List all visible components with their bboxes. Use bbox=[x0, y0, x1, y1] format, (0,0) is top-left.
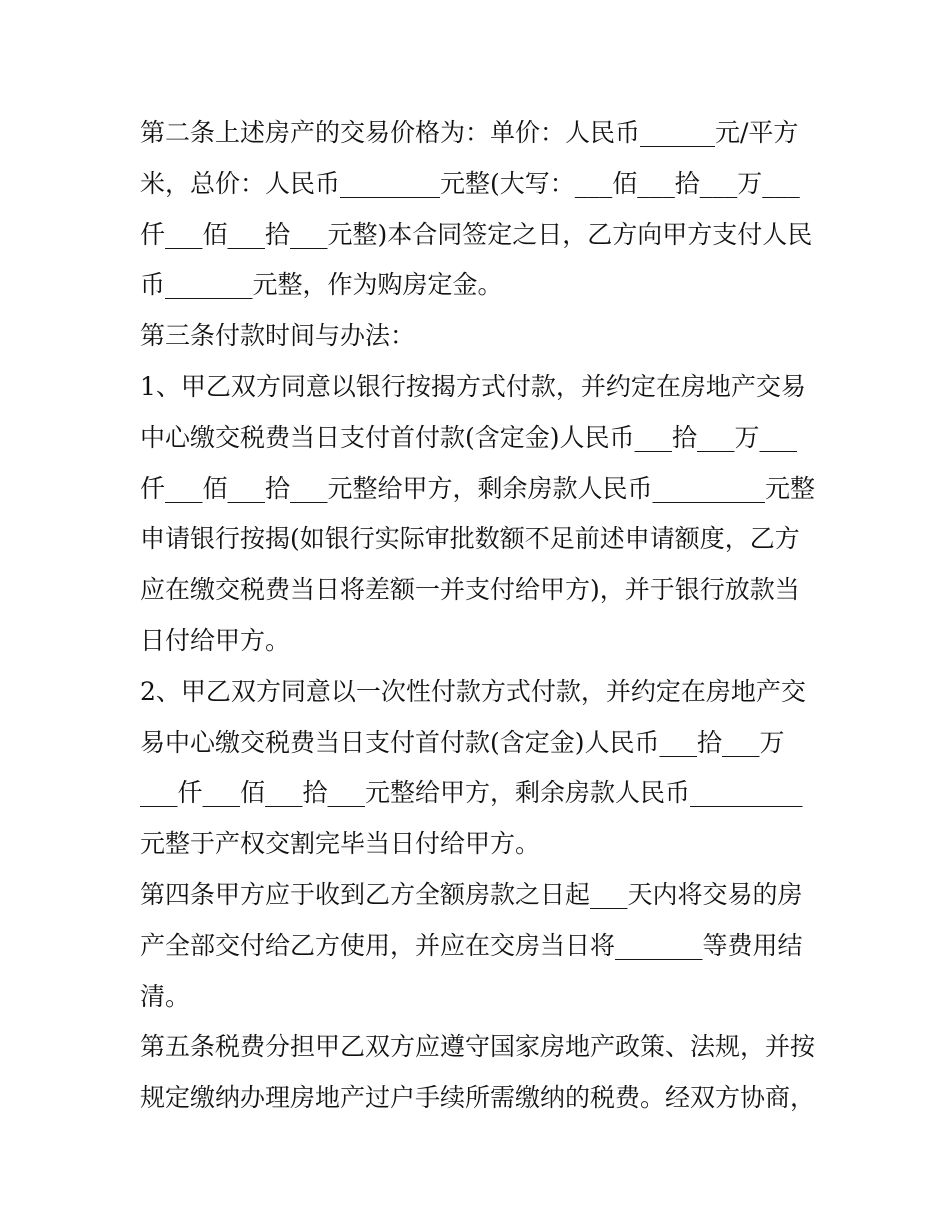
text-line: 币_______元整，作为购房定金。 bbox=[140, 270, 503, 300]
text-line: 第五条税费分担甲乙双方应遵守国家房地产政策、法规，并按 bbox=[140, 1032, 816, 1062]
text-line: 第四条甲方应于收到乙方全额房款之日起___天内将交易的房 bbox=[140, 879, 803, 909]
text-line: ___仟___佰___拾___元整给甲方，剩余房款人民币_________ bbox=[140, 778, 803, 808]
text-line: 清。 bbox=[140, 981, 191, 1011]
text-line: 日付给甲方。 bbox=[140, 625, 291, 655]
text-line: 易中心缴交税费当日支付首付款(含定金)人民币___拾___万 bbox=[140, 727, 785, 757]
text-line: 2、甲乙双方同意以一次性付款方式付款，并约定在房地产交 bbox=[140, 676, 806, 706]
text-line: 第二条上述房产的交易价格为：单价：人民币______元/平方 bbox=[140, 118, 799, 147]
text-line: 规定缴纳办理房地产过户手续所需缴纳的税费。经双方协商， bbox=[140, 1083, 816, 1113]
text-line: 1、甲乙双方同意以银行按揭方式付款，并约定在房地产交易 bbox=[140, 371, 806, 401]
text-line: 产全部交付给乙方使用，并应在交房当日将_______等费用结 bbox=[140, 930, 803, 960]
text-line: 仟___佰___拾___元整)本合同签定之日，乙方向甲方支付人民 bbox=[140, 219, 813, 249]
contract-text bbox=[140, 108, 820, 1124]
text-line: 仟___佰___拾___元整给甲方，剩余房款人民币_________元整 bbox=[140, 473, 816, 503]
text-line: 应在缴交税费当日将差额一并支付给甲方)，并于银行放款当 bbox=[140, 575, 800, 605]
text-line: 米，总价：人民币________元整(大写：___佰___拾___万___ bbox=[140, 168, 800, 198]
text-line: 第三条付款时间与办法： bbox=[140, 321, 416, 351]
text-line: 申请银行按揭(如银行实际审批数额不足前述申请额度，乙方 bbox=[140, 524, 800, 554]
text-line: 中心缴交税费当日支付首付款(含定金)人民币___拾___万___ bbox=[140, 422, 798, 452]
text-line: 元整于产权交割完毕当日付给甲方。 bbox=[140, 829, 541, 859]
